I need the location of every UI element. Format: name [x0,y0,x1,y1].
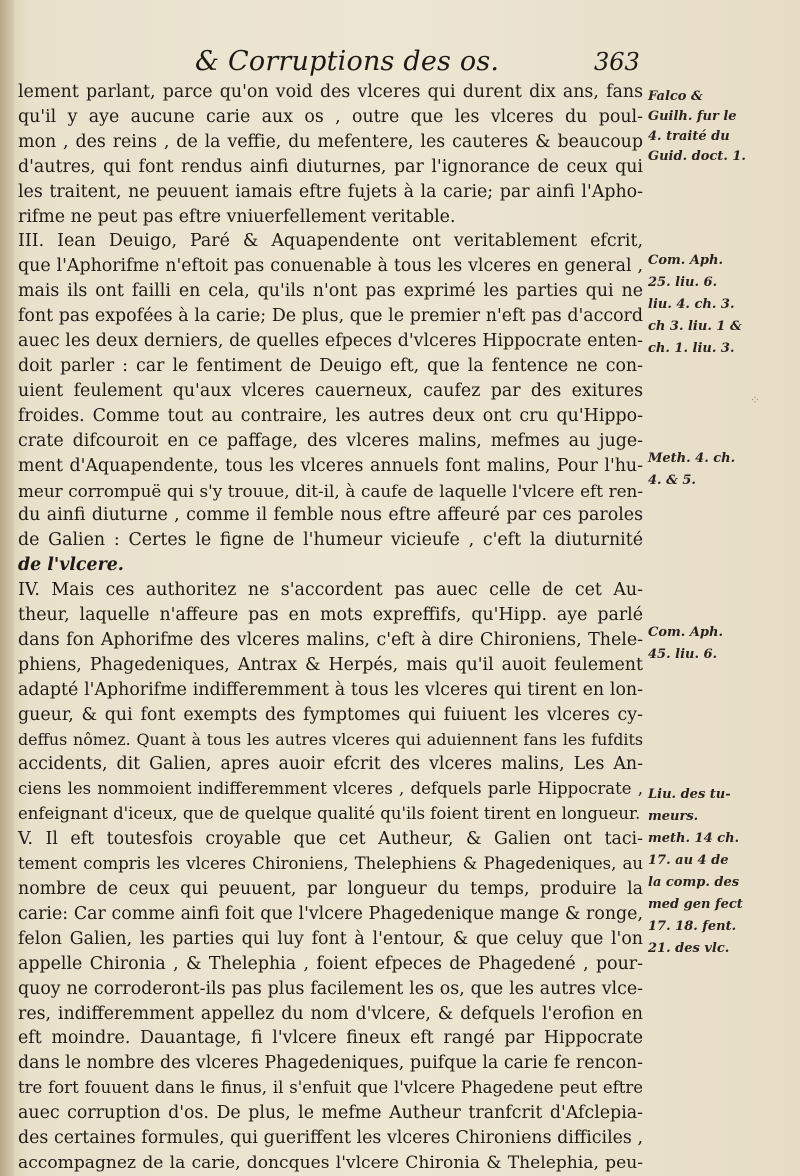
text-line: uient feulement qu'aux vlceres cauerneux, caufez par des exitures [18,380,643,401]
main-text-column [18,80,643,1176]
text-line: qu'il y aye aucune carie aux os , outre que les vlceres du poul- [18,106,643,127]
margin-note: 45. liu. 6. [648,647,718,662]
text-line: theur, laquelle n'affeure pas en mots expreffifs, qu'Hipp. aye parlé [18,605,643,626]
text-line: les traitent, ne peuuent iamais eftre fujets à la carie; par ainfi l'Apho- [18,181,643,202]
margin-note: Falco & [648,89,703,104]
text-line: auec les deux derniers, de quelles efpeces d'vlceres Hippocrate enten- [18,331,643,352]
text-line: de l'vlcere. [18,555,124,576]
text-line: enfeignant d'iceux, que de quelque qualité qu'ils foient tirent en longueur. [18,804,641,824]
text-line: eft moindre. Dauantage, fi l'vlcere fineux eft rangé par Hippocrate [18,1028,643,1049]
text-line: rifme ne peut pas eftre vniuerfellement veritable. [18,206,456,227]
text-line: froides. Comme tout au contraire, les autres deux ont cru qu'Hippo- [18,405,643,426]
text-line: ciens les nommoient indifferemment vlceres , defquels parle Hippocrate , [18,779,643,799]
text-line: crate difcouroit en ce paffage, des vlceres malins, mefmes au juge- [18,430,643,451]
text-line: deffus nômez. Quant à tous les autres vlceres qui aduiennent fans les fufdits [18,729,643,749]
margin-note: meurs. [648,809,699,824]
text-line: appelle Chironia , & Thelephia , foient efpeces de Phagedené , pour- [18,953,643,974]
text-line: quoy ne corroderont-ils pas plus facilement les os, que les autres vlce- [18,978,643,999]
text-line: lement parlant, parce qu'on void des vlceres qui durent dix ans, fans [18,82,643,102]
text-line: doit parler : car le fentiment de Deuigo eft, que la fentence ne con- [18,355,643,376]
text-line: du ainfi diuturne , comme il femble nous eftre affeuré par ces paroles [18,505,643,526]
margin-note: ch 3. liu. 1 & [648,319,742,334]
margin-note: 4. traité du [648,129,730,144]
margin-note: 17. 18. fent. [648,919,737,934]
text-line: dans le nombre des vlceres Phagedeniques, puifque la carie fe rencon- [18,1053,643,1074]
text-line: felon Galien, les parties qui luy font à l'entour, & que celuy que l'on [18,928,643,949]
book-spine-shadow [0,0,14,1176]
text-line: nombre de ceux qui peuuent, par longueur du temps, produire la [18,879,643,899]
text-line: ment d'Aquapendente, tous les vlceres annuels font malins, Pour l'hu- [18,455,643,476]
text-line: adapté l'Aphorifme indifferemment à tous les vlceres qui tirent en lon- [18,679,643,700]
text-line: gueur, & qui font exempts des fymptomes qui fuiuent les vlceres cy- [18,704,643,725]
margin-note: la comp. des [648,875,740,890]
text-line: phiens, Phagedeniques, Antrax & Herpés, mais qu'il auoit feulement [18,654,643,675]
text-line: V. Il eft toutesfois croyable que cet Autheur, & Galien ont taci- [18,829,643,850]
margin-note: 25. liu. 6. [648,275,718,290]
paper-stain-mark: ⁘ [750,393,761,407]
text-line: des certaines formules, qui gueriffent les vlceres Chironiens difficiles , [18,1128,643,1149]
margin-note: meth. 14 ch. [648,831,740,846]
text-line: res, indifferemment appellez du nom d'vlcere, & defquels l'erofion en [18,1003,643,1024]
text-line: tre fort fouuent dans le finus, il s'enfuit que l'vlcere Phagedene peut eftre [18,1078,643,1098]
text-line: accidents, dit Galien, apres auoir efcrit des vlceres malins, Les An- [18,754,643,775]
margin-note: 17. au 4 de [648,853,729,868]
margin-note: Guid. doct. 1. [648,149,746,164]
text-line: auec corruption d'os. De plus, le mefme Autheur tranfcrit d'Afclepia- [18,1103,643,1124]
text-line: accompagnez de la carie, doncques l'vlcere Chironia & Thelephia, peu- [18,1152,643,1173]
page-header [0,46,800,80]
text-line: meur corrompuë qui s'y trouue, dit-il, à caufe de laquelle l'vlcere eft ren- [18,480,643,501]
text-line: mais ils ont failli en cela, qu'ils n'ont pas exprimé les parties qui ne [18,281,643,302]
margin-note: Com. Aph. [648,625,723,640]
margin-note: Meth. 4. ch. [648,451,736,466]
text-line: font pas expofées à la carie; De plus, que le premier n'eft pas d'accord [18,306,643,327]
text-line: de Galien : Certes le figne de l'humeur vicieufe , c'eft la diuturnité [18,530,643,551]
margin-note: med gen fect [648,897,743,912]
text-line: IV. Mais ces authoritez ne s'accordent pas auec celle de cet Au- [18,580,643,601]
text-line: carie: Car comme ainfi foit que l'vlcere Phagedenique mange & ronge, [18,903,643,924]
margin-note: Liu. des tu- [648,787,731,802]
running-title: & Corruptions des os. [195,46,500,77]
text-line: d'autres, qui font rendus ainfi diuturnes, par l'ignorance de ceux qui [18,156,643,177]
margin-note: ch. 1. liu. 3. [648,341,735,356]
text-line: tement compris les vlceres Chironiens, Thelephiens & Phagedeniques, au [18,854,643,874]
page-number: 363 [594,48,640,76]
margin-note: Guilh. fur le [648,109,737,124]
margin-note: 4. & 5. [648,473,696,488]
margin-note: 21. des vlc. [648,941,730,956]
text-line: que l'Aphorifme n'eftoit pas conuenable à tous les vlceres en general , [18,256,643,277]
text-line: mon , des reins , de la veffie, du mefentere, les cauteres & beaucoup [18,131,643,152]
margin-note: Com. Aph. [648,253,723,268]
text-line: III. Iean Deuigo, Paré & Aquapendente ont veritablement efcrit, [18,231,643,252]
text-line: dans fon Aphorifme des vlceres malins, c'eft à dire Chironiens, Thele- [18,629,643,650]
margin-note: liu. 4. ch. 3. [648,297,735,312]
